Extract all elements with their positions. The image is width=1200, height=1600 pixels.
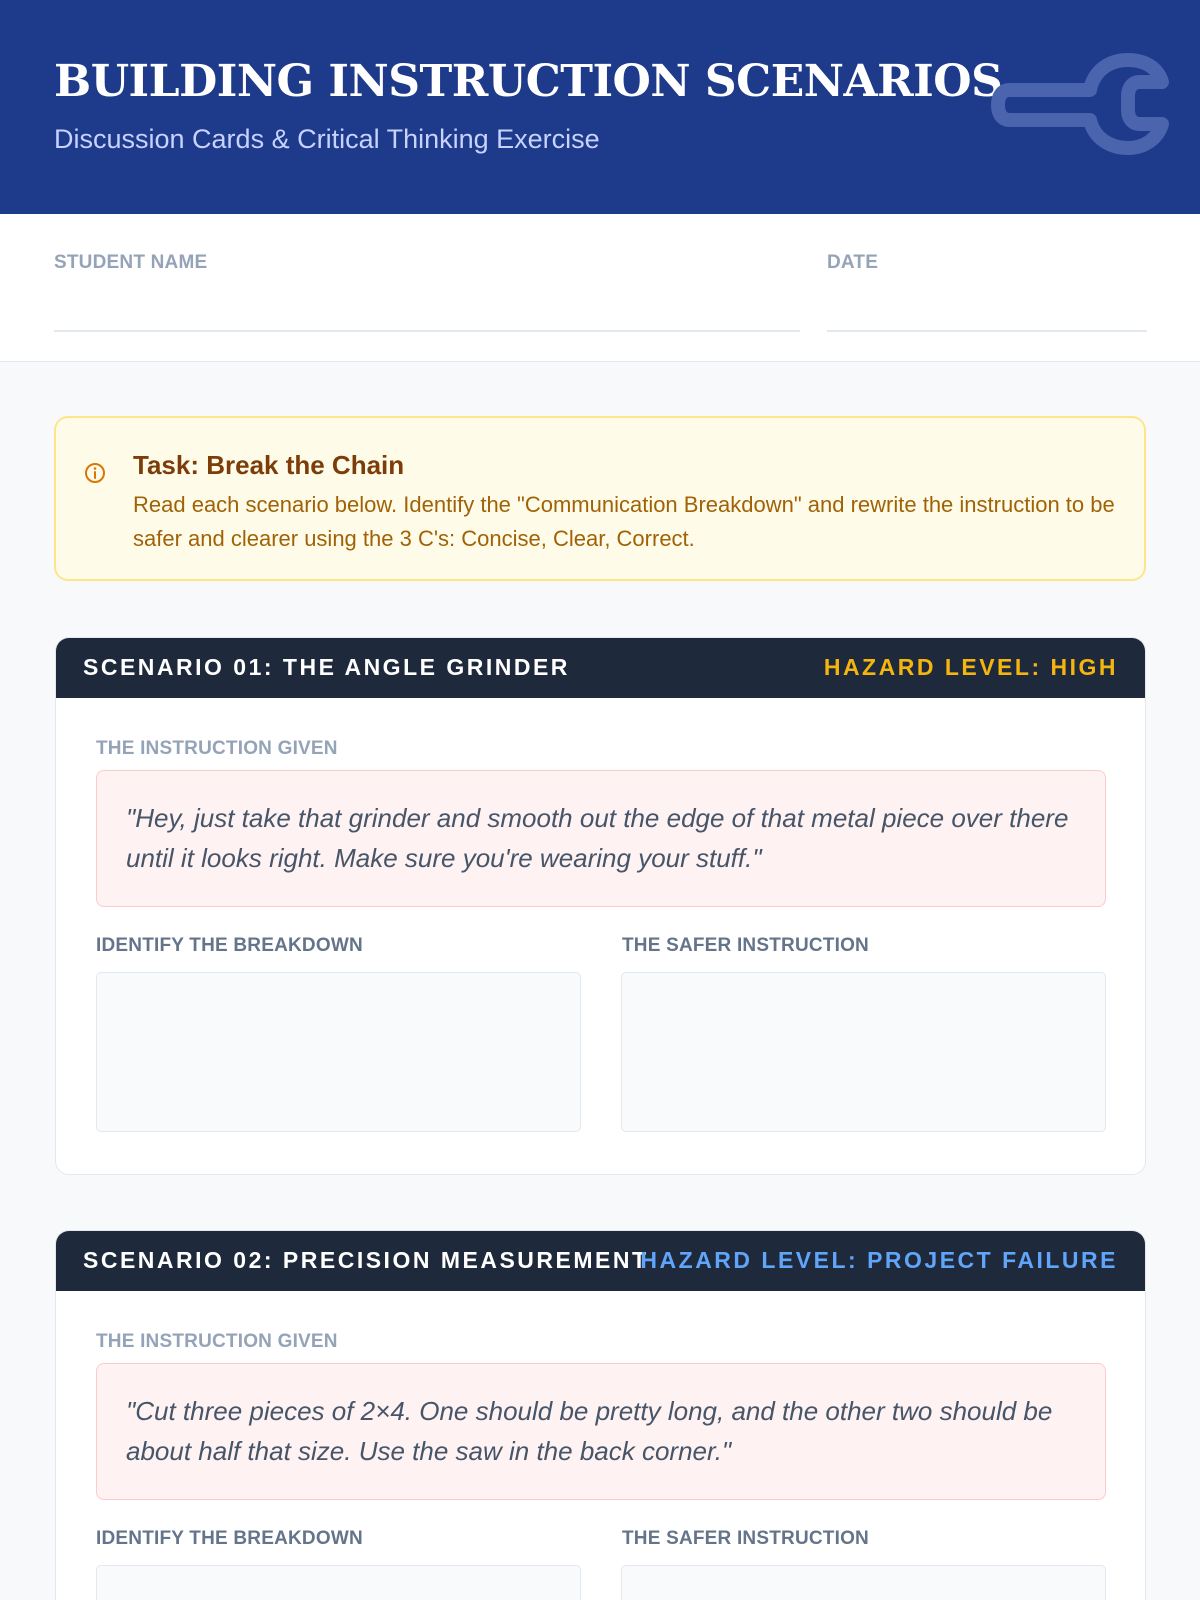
task-callout bbox=[54, 416, 1146, 581]
breakdown-label: IDENTIFY THE BREAKDOWN bbox=[96, 935, 363, 956]
safer-instruction-label: THE SAFER INSTRUCTION bbox=[622, 1528, 869, 1549]
student-info-bar bbox=[0, 214, 1200, 362]
instruction-text: "Cut three pieces of 2×4. One should be pretty long, and the other two should be about half that size. Use the saw in the back corner." bbox=[126, 1396, 1053, 1466]
instruction-quote bbox=[96, 770, 1106, 907]
hazard-level: HAZARD LEVEL: PROJECT FAILURE bbox=[640, 1247, 1118, 1273]
safer-instruction-answer-box[interactable] bbox=[621, 972, 1106, 1132]
breakdown-label: IDENTIFY THE BREAKDOWN bbox=[96, 1528, 363, 1549]
wrench-icon bbox=[990, 52, 1180, 162]
scenario-card bbox=[55, 1230, 1146, 1600]
instruction-label: THE INSTRUCTION GIVEN bbox=[96, 1331, 338, 1352]
instruction-label: THE INSTRUCTION GIVEN bbox=[96, 738, 338, 759]
scenario-card-header bbox=[56, 1231, 1145, 1291]
student-name-field[interactable] bbox=[54, 330, 800, 332]
scenario-title: SCENARIO 02: PRECISION MEASUREMENT bbox=[83, 1247, 649, 1273]
page-header bbox=[0, 0, 1200, 214]
scenario-title: SCENARIO 01: THE ANGLE GRINDER bbox=[83, 654, 570, 680]
page-title: BUILDING INSTRUCTION SCENARIOS bbox=[54, 56, 1003, 107]
page-subtitle: Discussion Cards & Critical Thinking Exercise bbox=[54, 124, 600, 154]
info-icon bbox=[84, 462, 106, 484]
safer-instruction-answer-box[interactable] bbox=[621, 1565, 1106, 1600]
safer-instruction-label: THE SAFER INSTRUCTION bbox=[622, 935, 869, 956]
breakdown-answer-box[interactable] bbox=[96, 972, 581, 1132]
instruction-quote bbox=[96, 1363, 1106, 1500]
date-field[interactable] bbox=[827, 330, 1147, 332]
scenario-card-header bbox=[56, 638, 1145, 698]
breakdown-answer-box[interactable] bbox=[96, 1565, 581, 1600]
task-title: Task: Break the Chain bbox=[133, 450, 405, 480]
student-name-label: STUDENT NAME bbox=[54, 252, 208, 273]
task-text: Read each scenario below. Identify the "Communication Breakdown" and rewrite the instruction to be safer and clearer using the 3 C's: Concise, Clear, Correct. bbox=[133, 492, 1115, 551]
scenario-card bbox=[55, 637, 1146, 1175]
date-label: DATE bbox=[827, 252, 879, 273]
instruction-text: "Hey, just take that grinder and smooth out the edge of that metal piece over there until it looks right. Make sure you're wearing your stuff." bbox=[126, 803, 1069, 873]
hazard-level: HAZARD LEVEL: HIGH bbox=[823, 654, 1118, 680]
